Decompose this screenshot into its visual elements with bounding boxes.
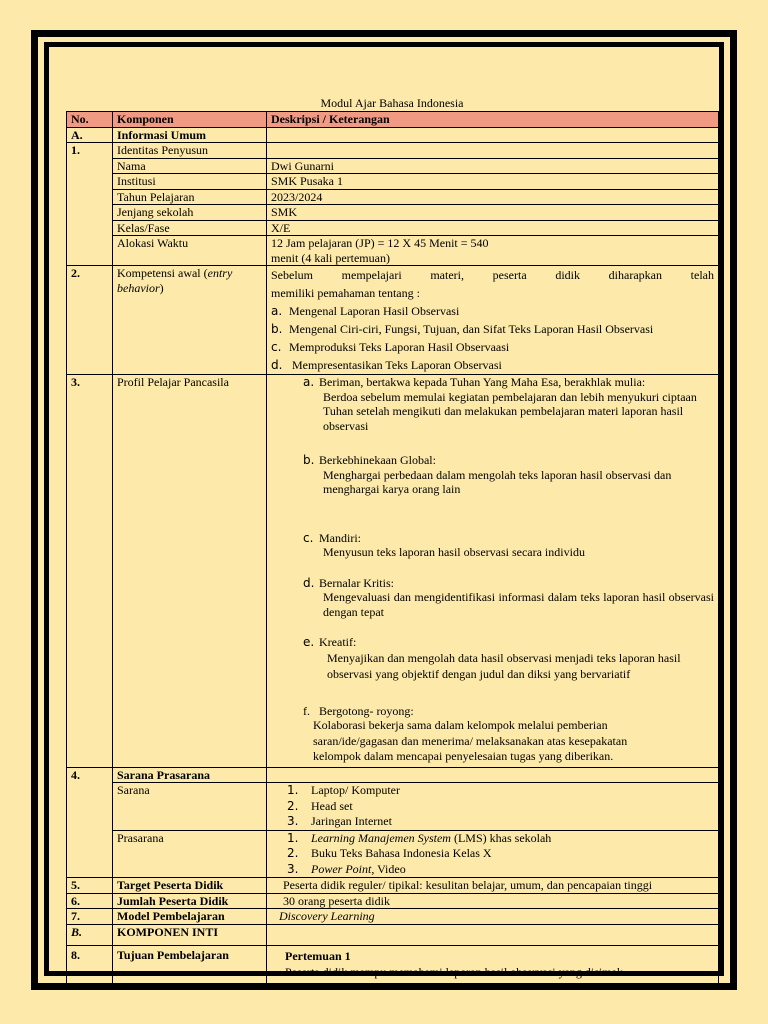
list-item: c. Memproduksi Teks Laporan Hasil Observaasi	[271, 340, 510, 354]
list-item: b. Mengenal Ciri-ciri, Fungsi, Tujuan, dan Sifat Teks Laporan Hasil Observasi	[271, 322, 654, 336]
list-item: 3. Jaringan Internet	[287, 814, 392, 828]
list-item: a. Mengenal Laporan Hasil Observasi	[271, 304, 460, 318]
list-item: 2. Head set	[287, 798, 353, 813]
table-row	[67, 189, 719, 205]
field-value: 2023/2024	[267, 189, 719, 205]
row7-no: 7.	[67, 909, 113, 925]
row1-no: 1.	[67, 143, 113, 266]
row7-label: Model Pembelajaran	[113, 909, 267, 925]
table-row	[67, 945, 719, 984]
sarana-list	[267, 783, 719, 831]
header-komponen: Komponen	[113, 112, 267, 128]
list-item: 1. Learning Manajemen System (LMS) khas sekolah	[287, 830, 552, 845]
row2-intro-line2: memiliki pemahaman tentang :	[271, 286, 420, 300]
list-item: 3. Power Point, Video	[287, 861, 406, 876]
header-no: No.	[67, 112, 113, 128]
row6-label: Jumlah Peserta Didik	[113, 893, 267, 909]
field-label: Nama	[113, 158, 267, 174]
row8-description	[267, 945, 719, 984]
alokasi-line-2: menit (4 kali pertemuan)	[271, 250, 390, 265]
module-table	[66, 111, 719, 985]
table-row	[67, 878, 719, 894]
field-label: Institusi	[113, 174, 267, 190]
row8-no: 8.	[67, 945, 113, 984]
row2-intro-line1: Sebelum mempelajari materi, peserta didik diharapkan telah	[271, 268, 714, 282]
field-value: X/E	[267, 220, 719, 236]
row6-no: 6.	[67, 893, 113, 909]
table-row	[67, 893, 719, 909]
row4-label: Sarana Prasarana	[113, 767, 267, 783]
profil-item: f. Bergotong- royong: Kolaborasi bekerja sama dalam kelompok melalui pemberian saran/ide/gagasan dan menerima/ melaksanakan atas kesepakatan kelompok dalam mencapai penyelesaian tugas yang diberikan.	[303, 703, 628, 763]
field-value	[267, 236, 719, 266]
field-value: Dwi Gunarni	[267, 158, 719, 174]
profil-item: e. Kreatif: Menyajikan dan mengolah data hasil observasi menjadi teks laporan hasil observasi yang objektif dengan judul dan diksi yang bervariatif	[303, 635, 681, 681]
section-b-row	[67, 924, 719, 945]
row5-value: Peserta didik reguler/ tipikal: kesulitan belajar, umum, dan pencapaian tinggi	[267, 878, 719, 894]
row3-description	[267, 375, 719, 768]
table-row	[67, 909, 719, 925]
table-row	[67, 205, 719, 221]
field-value: SMK	[267, 205, 719, 221]
row7-value: Discovery Learning	[267, 909, 719, 925]
row5-label: Target Peserta Didik	[113, 878, 267, 894]
section-a-no: A.	[67, 127, 113, 143]
row8-label: Tujuan Pembelajaran	[113, 945, 267, 984]
table-row	[67, 266, 719, 375]
row1-label: Identitas Penyusun	[113, 143, 267, 159]
profil-item: b. Berkebhinekaan Global: Menghargai perbedaan dalam mengolah teks laporan hasil observasi dan menghargai karya orang lain	[303, 453, 672, 496]
section-b-label: KOMPONEN INTI	[113, 924, 267, 945]
section-b-no: B.	[67, 924, 113, 945]
table-row	[67, 158, 719, 174]
table-header-row	[67, 112, 719, 128]
field-value: SMK Pusaka 1	[267, 174, 719, 190]
table-row	[67, 174, 719, 190]
pertemuan-title: Pertemuan 1	[285, 948, 351, 963]
row6-value: 30 orang peserta didik	[267, 893, 719, 909]
section-a-row	[67, 127, 719, 143]
row2-description	[267, 266, 719, 375]
table-row	[67, 143, 719, 159]
profil-item: a. Beriman, bertakwa kepada Tuhan Yang Maha Esa, berakhlak mulia: Berdoa sebelum memulai kegiatan pembelajaran dan lebih menyukuri ciptaan Tuhan setelah mengikuti dan melakukan pembelajaran materi laporan hasil observasi	[303, 375, 697, 433]
tujuan-text: Peserta didik mampu memahami laporan hasil observasi yang disimak.	[285, 964, 626, 979]
row4-no: 4.	[67, 767, 113, 878]
prasarana-label: Prasarana	[113, 830, 267, 878]
table-row	[67, 220, 719, 236]
field-label: Kelas/Fase	[113, 220, 267, 236]
table-row	[67, 830, 719, 878]
row5-no: 5.	[67, 878, 113, 894]
field-label: Alokasi Waktu	[113, 236, 267, 266]
field-label: Jenjang sekolah	[113, 205, 267, 221]
list-item: 1. Laptop/ Komputer	[287, 783, 400, 797]
table-row	[67, 783, 719, 831]
list-item: d. Mempresentasikan Teks Laporan Observasi	[271, 358, 502, 372]
header-deskripsi: Deskripsi / Keterangan	[267, 112, 719, 128]
row3-label: Profil Pelajar Pancasila	[113, 375, 267, 768]
field-label: Tahun Pelajaran	[113, 189, 267, 205]
table-row	[67, 375, 719, 768]
profil-item: d. Bernalar Kritis: Mengevaluasi dan mengidentifikasi informasi dalam teks laporan hasil observasi dengan tepat	[303, 575, 714, 619]
section-a-label: Informasi Umum	[113, 127, 267, 143]
table-row	[67, 236, 719, 266]
alokasi-line-1: 12 Jam pelajaran (JP) = 12 X 45 Menit = 540	[271, 236, 489, 250]
row2-label: Kompetensi awal (entry behavior)	[113, 266, 267, 375]
table-row	[67, 767, 719, 783]
row3-no: 3.	[67, 375, 113, 768]
document-title: Modul Ajar Bahasa Indonesia	[320, 96, 464, 110]
list-item: 2. Buku Teks Bahasa Indonesia Kelas X	[287, 846, 492, 860]
profil-item: c. Mandiri: Menyusun teks laporan hasil observasi secara individu	[303, 530, 585, 559]
row2-no: 2.	[67, 266, 113, 375]
prasarana-list	[267, 830, 719, 878]
sarana-label: Sarana	[113, 783, 267, 831]
